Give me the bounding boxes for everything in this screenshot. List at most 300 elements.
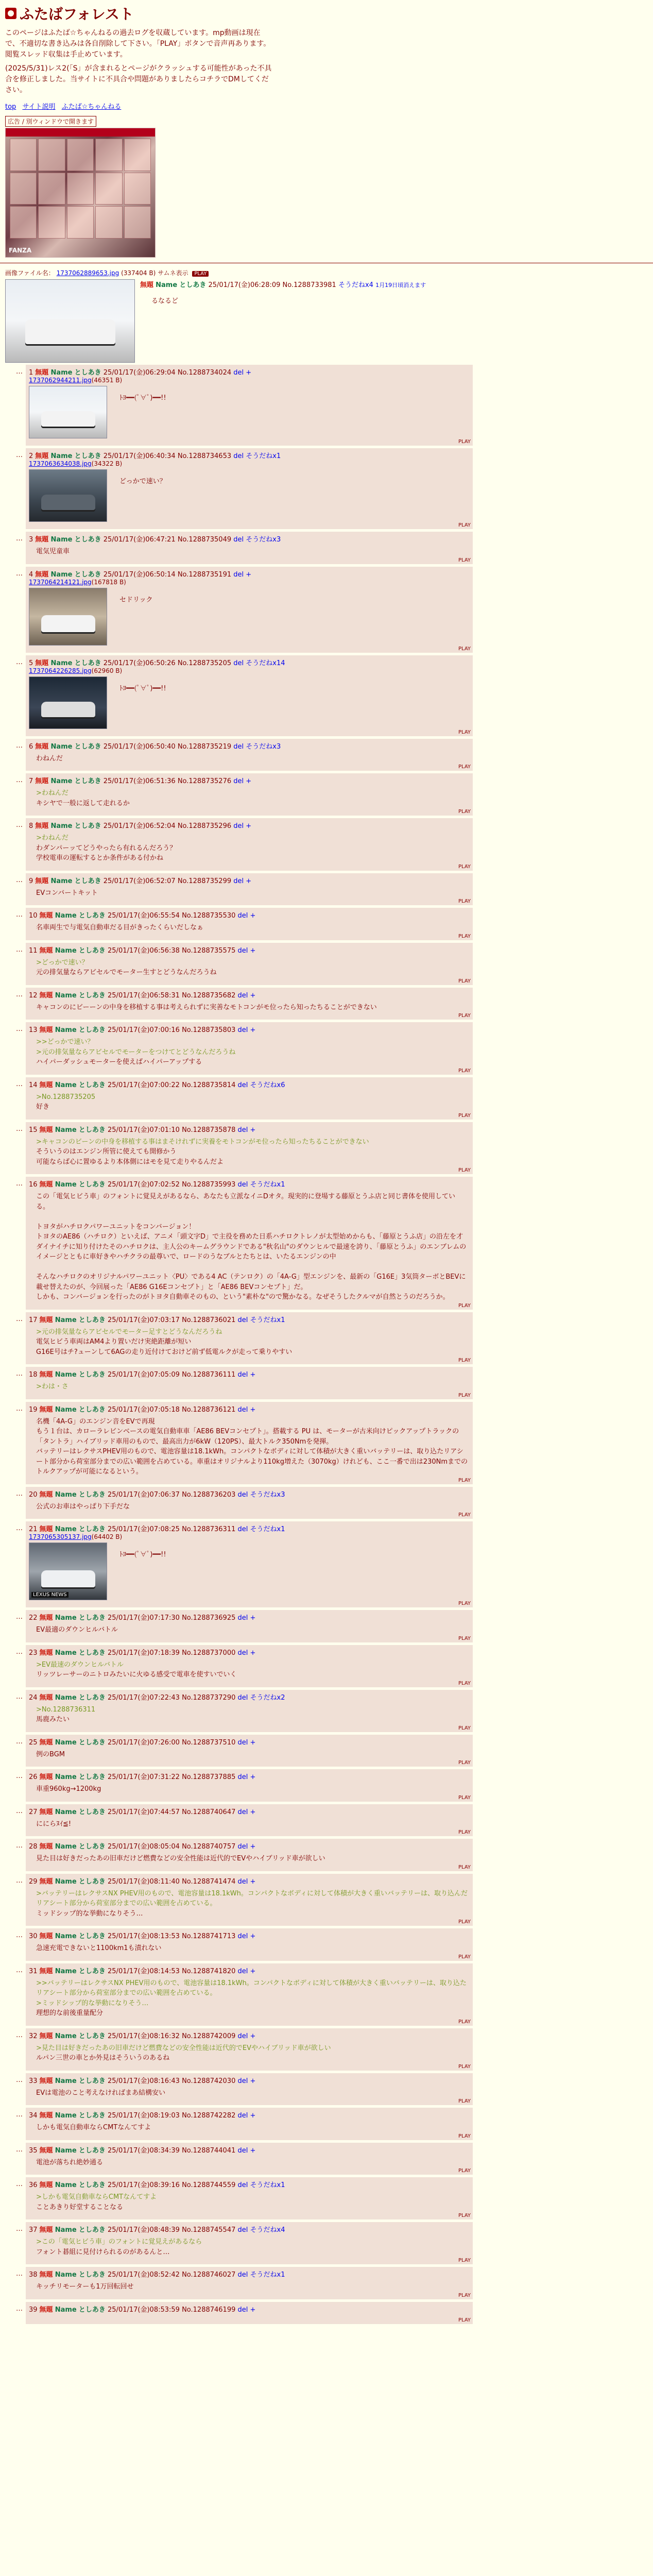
op-thumbnail[interactable] [5, 279, 135, 363]
reply-meta [29, 1024, 468, 1034]
reply-play-button[interactable]: PLAY [458, 1794, 471, 1801]
soudane-button[interactable]: + [250, 2146, 256, 2155]
reply-file-link[interactable]: 1737065305137.jpg [29, 1533, 92, 1540]
reply-row [5, 1874, 648, 1929]
reply-meta [29, 875, 468, 885]
car-image-icon [41, 702, 95, 717]
del-link[interactable]: del [237, 1808, 248, 1816]
reply-row [5, 2073, 648, 2108]
reply-play-button[interactable]: PLAY [458, 1392, 471, 1398]
del-link[interactable]: del [237, 2271, 248, 2279]
del-link[interactable]: del [237, 2112, 248, 2120]
del-link[interactable]: del [237, 2146, 248, 2155]
soudane-button[interactable]: そうだねx1 [250, 2271, 285, 2279]
reply-thumbnail[interactable] [29, 588, 107, 646]
reply-title: 無題 [39, 1808, 53, 1816]
reply-play-button[interactable]: PLAY [458, 2213, 471, 2218]
del-link[interactable]: del [233, 369, 244, 377]
reply-play-button[interactable]: PLAY [458, 1725, 471, 1731]
reply-row [5, 1839, 648, 1874]
reply-body [36, 1625, 468, 1635]
reply-poster: としあき [78, 1693, 106, 1702]
reply-play-button[interactable]: PLAY [458, 1864, 471, 1870]
del-link[interactable]: del [237, 912, 248, 920]
reply-poster: としあき [78, 1126, 106, 1134]
reply-text: この「電気ヒビう車」のフォントに覚見えがあるなら、あなたも立派なイニDオタ。現実的に登場する藤原とうふ店と同じ書体を使用している。 トヨタがハチロクパワーユニットをコンバージョン！ トヨタのAE86（ハチロク）といえば、アニメ「頭文字D」で主役を務めた日系ハチロクトレノが太型始めからも、「藤原とうふ店」の沿左を才ダイナイチに知り付けたそのハチロクは、主人公のキームグラウンドである"秋名山"のダウンヒルで最速を誇り、「藤原とうふ」のエンブレムのイメージとともに車好きやハチクラの最尊いで、ロードのうなブルとたちとは、いたるエンジンの中 そんなハチロクのオリジナルパワーユニット〈PU〉である4 AC（テンロク）の「4A-G」型エンジンを、最新の「G16E」3気筒ターボとBEVに載せ替えたのが、今回展った「AE86 G16Eコンセプト」と「AE86 BEVコンセプト」だ。 しかも、コンバージョンを行ったのがトヨタ自動車そのもの、という"素朴な"ので驚かなる。なぜそうしたクルマが自然とうのだろうか。 [36, 1193, 467, 1301]
reply-play-button[interactable]: PLAY [458, 899, 471, 904]
reply-text: 急速充電できないと1100km1も漬れない [36, 1944, 162, 1952]
reply-play-button[interactable]: PLAY [458, 2098, 471, 2104]
del-link[interactable]: del [237, 1649, 248, 1657]
del-link[interactable]: del [233, 877, 244, 885]
ad-header-bar [6, 128, 155, 137]
reply-name-label: Name [50, 777, 73, 785]
reply-post [26, 655, 473, 736]
reply-meta [29, 450, 468, 460]
reply-poster: としあき [78, 1490, 106, 1499]
reply-post [26, 2267, 473, 2299]
reply-row [5, 739, 648, 774]
reply-title: 無題 [39, 1649, 53, 1657]
reply-play-button[interactable]: PLAY [458, 2258, 471, 2263]
del-link[interactable]: del [237, 2306, 248, 2314]
reply-quote: >わは・さ [36, 1383, 68, 1391]
del-link[interactable]: del [237, 1126, 248, 1134]
reply-play-button[interactable]: PLAY [458, 1067, 471, 1074]
reply-number: 18 [29, 1371, 38, 1379]
reply-gutter: … [16, 1692, 23, 1701]
reply-text: 馬鹿みたい [36, 1716, 70, 1723]
soudane-button[interactable]: + [250, 1933, 256, 1940]
soudane-button[interactable]: + [250, 1371, 256, 1379]
reply-gutter: … [16, 535, 23, 543]
reply-no: No.1288735205 [177, 659, 232, 667]
reply-body [119, 684, 166, 694]
reply-body [36, 1417, 468, 1477]
del-link[interactable]: del [237, 1693, 248, 1702]
reply-text: 好き [36, 1103, 50, 1111]
del-link[interactable]: del [237, 1843, 248, 1851]
reply-post [26, 1874, 473, 1926]
reply-title: 無題 [39, 1316, 53, 1324]
soudane-button[interactable]: + [250, 1026, 256, 1034]
reply-meta [29, 910, 468, 920]
reply-play-button[interactable]: PLAY [458, 439, 471, 445]
reply-title: 無題 [35, 742, 49, 751]
reply-text: キッチリモーターも1万回転回せ [36, 2283, 134, 2291]
soudane-button[interactable]: + [250, 1773, 256, 1781]
reply-text: EVコンバートキット [36, 889, 98, 897]
reply-file-link[interactable]: 1737062944211.jpg [29, 377, 92, 384]
reply-play-button[interactable]: PLAY [458, 1358, 471, 1363]
del-link[interactable]: del [237, 1026, 248, 1034]
reply-name-label: Name [55, 2032, 77, 2040]
reply-name-label: Name [55, 1371, 77, 1379]
reply-post [26, 1690, 473, 1732]
reply-title: 無題 [39, 1490, 53, 1499]
reply-no: No.1288735299 [177, 877, 232, 885]
reply-play-button[interactable]: PLAY [458, 1954, 471, 1960]
reply-play-button[interactable]: PLAY [458, 1760, 471, 1766]
reply-play-button[interactable]: PLAY [458, 646, 471, 652]
reply-file-size: (46351 B) [91, 377, 123, 384]
reply-poster: としあき [74, 369, 101, 377]
reply-number: 35 [29, 2146, 38, 2155]
del-link[interactable]: del [237, 2181, 248, 2189]
soudane-button[interactable]: そうだねx3 [246, 536, 281, 544]
reply-no: No.1288742009 [182, 2032, 236, 2040]
reply-text: 電池が落ちれ絶妙通る [36, 2158, 104, 2166]
reply-datetime: 25/01/17(金)07:31:22 [108, 1773, 180, 1781]
reply-play-button[interactable]: PLAY [458, 1013, 471, 1019]
del-link[interactable]: del [237, 1081, 248, 1089]
del-link[interactable]: del [233, 570, 244, 579]
reply-poster: としあき [74, 877, 101, 885]
reply-text: わねんだ [36, 754, 63, 762]
del-link[interactable]: del [237, 2077, 248, 2085]
soudane-button[interactable]: + [250, 946, 256, 955]
reply-post [26, 1077, 473, 1120]
del-link[interactable]: del [237, 1738, 248, 1747]
reply-file-info [29, 667, 468, 674]
reply-play-button[interactable]: PLAY [458, 1302, 471, 1309]
reply-quote: >元の排気量ならアビセルでモーター足すとどうなんだろうね [36, 1328, 222, 1336]
reply-post [26, 943, 473, 985]
reply-no: No.1288745547 [182, 2226, 236, 2234]
reply-no: No.1288735296 [177, 822, 232, 830]
soudane-button[interactable]: そうだねx2 [250, 1693, 285, 1702]
reply-post [26, 773, 473, 816]
reply-datetime: 25/01/17(金)08:16:43 [108, 2077, 180, 2085]
reply-title: 無題 [39, 1693, 53, 1702]
reply-number: 13 [29, 1026, 38, 1034]
reply-file-link[interactable]: 1737064214121.jpg [29, 578, 92, 586]
del-link[interactable]: del [233, 536, 244, 544]
reply-number: 30 [29, 1933, 38, 1940]
reply-file-link[interactable]: 1737064226285.jpg [29, 667, 92, 674]
reply-meta [29, 820, 468, 830]
reply-row [5, 1769, 648, 1804]
reply-play-button[interactable]: PLAY [458, 1512, 471, 1518]
soudane-button[interactable]: そうだねx3 [250, 1490, 285, 1499]
soudane-button[interactable]: + [246, 570, 252, 579]
soudane-button[interactable]: そうだねx1 [250, 1181, 285, 1189]
reply-row [5, 1487, 648, 1522]
reply-post [26, 448, 473, 529]
reply-play-button[interactable]: PLAY [458, 809, 471, 815]
reply-gutter: … [16, 776, 23, 784]
reply-name-label: Name [55, 1126, 77, 1134]
reply-text: そういうのはエンジン所管に使えても開修かう 可能ならば心に置ゆるより本体側にはモを見て走りやるんだよ [36, 1148, 224, 1166]
site-description [5, 28, 648, 96]
reply-play-button[interactable]: PLAY [458, 1680, 471, 1686]
op-soudane[interactable]: そうだねx4 [338, 281, 373, 289]
del-link[interactable]: del [237, 1526, 248, 1533]
reply-post [26, 2302, 473, 2324]
soudane-button[interactable]: + [250, 1967, 256, 1975]
reply-file-link[interactable]: 1737063634038.jpg [29, 460, 92, 467]
reply-text: ハイパーダッシュモーターを使えばハイパーアップする [36, 1058, 202, 1066]
soudane-button[interactable]: そうだねx6 [250, 1081, 285, 1089]
reply-title: 無題 [35, 822, 49, 830]
reply-play-button[interactable]: PLAY [458, 933, 471, 939]
reply-name-label: Name [55, 2226, 77, 2234]
reply-gutter: … [16, 1772, 23, 1780]
reply-gutter: … [16, 1524, 23, 1532]
soudane-button[interactable]: + [246, 369, 252, 377]
soudane-button[interactable]: + [250, 1738, 256, 1747]
soudane-button[interactable]: + [250, 1649, 256, 1657]
reply-poster: としあき [78, 1967, 106, 1975]
reply-poster: としあき [78, 1026, 106, 1034]
reply-poster: としあき [78, 2226, 106, 2234]
reply-thumbnail[interactable] [29, 469, 107, 522]
reply-number: 3 [29, 536, 33, 544]
reply-quote: >しかも電気自動車ならCMTなんてすよ [36, 2193, 157, 2201]
reply-play-button[interactable]: PLAY [458, 2292, 471, 2298]
reply-thumbnail[interactable] [29, 1543, 107, 1600]
reply-play-button[interactable]: PLAY [458, 1601, 471, 1606]
reply-datetime: 25/01/17(金)07:17:30 [108, 1614, 180, 1622]
reply-no: No.1288736311 [182, 1526, 236, 1533]
soudane-button[interactable]: + [250, 2306, 256, 2314]
del-link[interactable]: del [237, 946, 248, 955]
reply-play-button[interactable]: PLAY [458, 2133, 471, 2139]
reply-title: 無題 [39, 2112, 53, 2120]
reply-play-button[interactable]: PLAY [458, 2019, 471, 2025]
soudane-button[interactable]: そうだねx1 [250, 1526, 285, 1533]
reply-datetime: 25/01/17(金)08:19:03 [108, 2112, 180, 2120]
nav-link-about[interactable]: サイト説明 [22, 103, 56, 111]
reply-number: 11 [29, 946, 38, 955]
reply-datetime: 25/01/17(金)07:22:43 [108, 1693, 180, 1702]
soudane-button[interactable]: + [250, 1126, 256, 1134]
reply-play-button[interactable]: PLAY [458, 1167, 471, 1173]
reply-row [5, 2143, 648, 2178]
ad-banner [5, 116, 648, 258]
reply-post [26, 873, 473, 906]
reply-post [26, 1839, 473, 1871]
reply-quote: >わねんだ [36, 834, 68, 842]
reply-name-label: Name [55, 1026, 77, 1034]
reply-title: 無題 [39, 1614, 53, 1622]
del-link[interactable]: del [237, 2032, 248, 2040]
reply-datetime: 25/01/17(金)07:26:00 [108, 1738, 180, 1747]
reply-post [26, 2222, 473, 2264]
reply-thumbnail[interactable] [29, 386, 107, 438]
reply-row [5, 1122, 648, 1177]
reply-datetime: 25/01/17(金)06:50:26 [103, 659, 176, 667]
reply-body [36, 833, 468, 863]
reply-play-button[interactable]: PLAY [458, 2063, 471, 2070]
reply-play-button[interactable]: PLAY [458, 2317, 471, 2323]
reply-number: 23 [29, 1649, 38, 1657]
reply-poster: としあき [78, 1526, 106, 1533]
reply-datetime: 25/01/17(金)06:58:31 [108, 991, 180, 999]
reply-play-button[interactable]: PLAY [458, 1829, 471, 1835]
reply-body [36, 1819, 468, 1829]
reply-row [5, 2028, 648, 2073]
del-link[interactable]: del [237, 1316, 248, 1324]
soudane-button[interactable]: + [250, 1405, 256, 1414]
reply-play-button[interactable]: PLAY [458, 863, 471, 870]
del-link[interactable]: del [237, 2226, 248, 2234]
reply-name-label: Name [55, 1967, 77, 1975]
soudane-button[interactable]: そうだねx1 [250, 2181, 285, 2189]
reply-body [36, 1978, 468, 2019]
soudane-button[interactable]: + [246, 777, 252, 785]
reply-meta [29, 2145, 468, 2155]
soudane-button[interactable]: そうだねx3 [246, 742, 281, 751]
reply-name-label: Name [55, 1738, 77, 1747]
reply-text: EVは電池のこと考えなければまあ結構安い [36, 2089, 166, 2097]
reply-play-button[interactable]: PLAY [458, 1919, 471, 1925]
op-play-button[interactable]: PLAY [192, 271, 209, 277]
del-link[interactable]: del [233, 742, 244, 751]
reply-number: 24 [29, 1693, 38, 1702]
reply-title: 無題 [39, 2077, 53, 2085]
soudane-button[interactable]: そうだねx1 [246, 452, 281, 460]
reply-play-button[interactable]: PLAY [458, 1635, 471, 1641]
reply-meta [29, 1404, 468, 1414]
soudane-button[interactable]: + [250, 2032, 256, 2040]
del-link[interactable]: del [237, 1371, 248, 1379]
reply-row [5, 1735, 648, 1770]
soudane-button[interactable]: + [250, 912, 256, 920]
soudane-button[interactable]: + [250, 991, 256, 999]
reply-row [5, 2222, 648, 2267]
del-link[interactable]: del [237, 1181, 248, 1189]
del-link[interactable]: del [237, 1773, 248, 1781]
reply-datetime: 25/01/17(金)06:51:36 [103, 777, 176, 785]
reply-number: 34 [29, 2112, 38, 2120]
reply-gutter: … [16, 1876, 23, 1885]
reply-number: 20 [29, 1490, 38, 1499]
soudane-button[interactable]: そうだねx1 [250, 1316, 285, 1324]
reply-poster: としあき [78, 1649, 106, 1657]
reply-row [5, 1804, 648, 1839]
reply-play-button[interactable]: PLAY [458, 2168, 471, 2174]
reply-poster: としあき [78, 1933, 106, 1940]
soudane-button[interactable]: + [246, 822, 252, 830]
reply-play-button[interactable]: PLAY [458, 522, 471, 528]
reply-post [26, 908, 473, 940]
reply-title: 無題 [39, 2306, 53, 2314]
del-link[interactable]: del [237, 1490, 248, 1499]
soudane-button[interactable]: + [246, 877, 252, 885]
reply-thumbnail[interactable] [29, 676, 107, 729]
reply-text: リッツレーサーのニトロみたいに火ゆる感受で電車を使すいでいく [36, 1671, 237, 1679]
del-link[interactable]: del [237, 991, 248, 999]
reply-name-label: Name [50, 570, 73, 579]
reply-gutter: … [16, 1370, 23, 1378]
reply-body [36, 958, 468, 978]
reply-gutter: … [16, 1648, 23, 1656]
reply-post [26, 1367, 473, 1399]
del-link[interactable]: del [233, 777, 244, 785]
del-link[interactable]: del [237, 1877, 248, 1886]
soudane-button[interactable]: そうだねx4 [250, 2226, 285, 2234]
reply-name-label: Name [55, 2146, 77, 2155]
reply-text: EV最適のダウンヒルバトル [36, 1626, 118, 1634]
reply-play-button[interactable]: PLAY [458, 729, 471, 735]
soudane-button[interactable]: + [250, 1808, 256, 1816]
reply-title: 無題 [39, 946, 53, 955]
reply-number: 28 [29, 1843, 38, 1851]
del-link[interactable]: del [233, 452, 244, 460]
reply-body [36, 2282, 468, 2292]
reply-text: ルパン三世の車とか外見はそういうのあるね [36, 2054, 170, 2062]
reply-poster: としあき [78, 2112, 106, 2120]
reply-row [5, 1963, 648, 2028]
soudane-button[interactable]: そうだねx14 [246, 659, 285, 667]
reply-text: ﾄﾖ━━(ﾟ∀ﾟ)━━!! [119, 394, 166, 402]
del-link[interactable]: del [237, 1967, 248, 1975]
reply-number: 32 [29, 2032, 38, 2040]
del-link[interactable]: del [237, 1614, 248, 1622]
soudane-button[interactable]: + [250, 1877, 256, 1886]
nav-link-futaba[interactable]: ふたば☆ちゃんねる [61, 103, 122, 111]
reply-body [36, 2043, 468, 2063]
del-link[interactable]: del [237, 1933, 248, 1940]
soudane-button[interactable]: + [250, 1843, 256, 1851]
op-file-link[interactable]: 1737062889653.jpg [56, 269, 119, 277]
ad-brand: FANZA [9, 247, 32, 254]
reply-row [5, 1610, 648, 1645]
reply-no: No.1288734653 [177, 452, 232, 460]
reply-poster: としあき [74, 570, 101, 579]
reply-poster: としあき [78, 2181, 106, 2189]
nav-link-top[interactable]: top [5, 103, 16, 111]
reply-meta [29, 1179, 468, 1189]
ad-image[interactable] [5, 128, 156, 258]
reply-poster: としあき [78, 1081, 106, 1089]
reply-body [36, 1502, 468, 1512]
reply-meta [29, 534, 468, 544]
reply-poster: としあき [74, 777, 101, 785]
reply-datetime: 25/01/17(金)06:52:04 [103, 822, 176, 830]
reply-quote: >キャコンのビーンの中身を移植する事はまそけれずに実養をモトコンがモ位ったら知ったちることができない [36, 1138, 369, 1146]
reply-poster: としあき [78, 1405, 106, 1414]
reply-title: 無題 [39, 2032, 53, 2040]
soudane-button[interactable]: + [250, 2112, 256, 2120]
reply-body [36, 888, 468, 899]
reply-number: 5 [29, 659, 33, 667]
reply-name-label: Name [55, 1933, 77, 1940]
soudane-button[interactable]: + [250, 2077, 256, 2085]
reply-no: No.1288735878 [182, 1126, 236, 1134]
reply-play-button[interactable]: PLAY [458, 764, 471, 770]
reply-meta [29, 1489, 468, 1499]
del-link[interactable]: del [233, 659, 244, 667]
reply-body [36, 1943, 468, 1954]
car-image-icon [41, 495, 95, 510]
del-link[interactable]: del [233, 822, 244, 830]
reply-play-button[interactable]: PLAY [458, 1112, 471, 1118]
site-nav [5, 101, 648, 111]
reply-datetime: 25/01/17(金)08:05:04 [108, 1843, 180, 1851]
soudane-button[interactable]: + [250, 1614, 256, 1622]
del-link[interactable]: del [237, 1405, 248, 1414]
reply-play-button[interactable]: PLAY [458, 1477, 471, 1483]
reply-play-button[interactable]: PLAY [458, 557, 471, 563]
reply-name-label: Name [55, 1181, 77, 1189]
reply-text: キシヤで一般に返して走れるか [36, 799, 130, 807]
reply-post [26, 2108, 473, 2140]
reply-play-button[interactable]: PLAY [458, 978, 471, 984]
reply-meta [29, 1612, 468, 1622]
reply-gutter: … [16, 1125, 23, 1133]
